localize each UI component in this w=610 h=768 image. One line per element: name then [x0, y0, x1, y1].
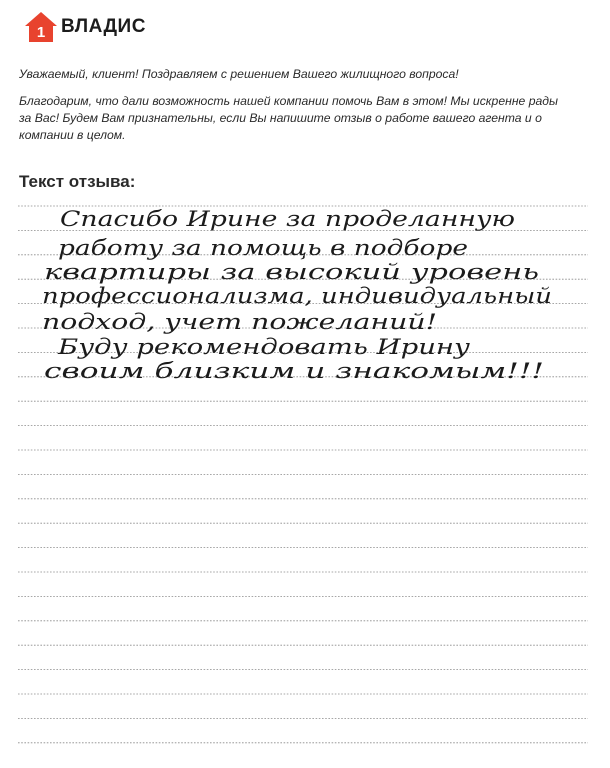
- logo-digit: 1: [36, 24, 46, 41]
- handwritten-line: своим близким и знакомым!!!: [44, 359, 544, 383]
- thanks-text: Благодарим, что дали возможность нашей компании помочь Вам в этом! Мы искренне рады за Вас! Будем Вам признательны, если Вы напишите отзыв о работе вашего агента и о компании в целом.: [19, 94, 558, 142]
- handwritten-line: подход, учет пожеланий!: [42, 310, 437, 334]
- handwritten-line: Спасибо Ирине за проделанную: [60, 207, 515, 231]
- handwritten-line: квартиры за высокий уровень: [44, 260, 539, 284]
- greeting-text: Уважаемый, клиент! Поздравляем с решением Вашего жилищного вопроса!: [19, 67, 459, 81]
- brand-name: ВЛАДИС: [61, 16, 146, 37]
- review-heading: Текст отзыва:: [19, 172, 136, 191]
- handwritten-line: профессионализма, индивидуальный: [42, 284, 552, 308]
- handwritten-line: Буду рекомендовать Ирину: [56, 335, 472, 359]
- handwritten-line: работу за помощь в подборе: [58, 236, 468, 260]
